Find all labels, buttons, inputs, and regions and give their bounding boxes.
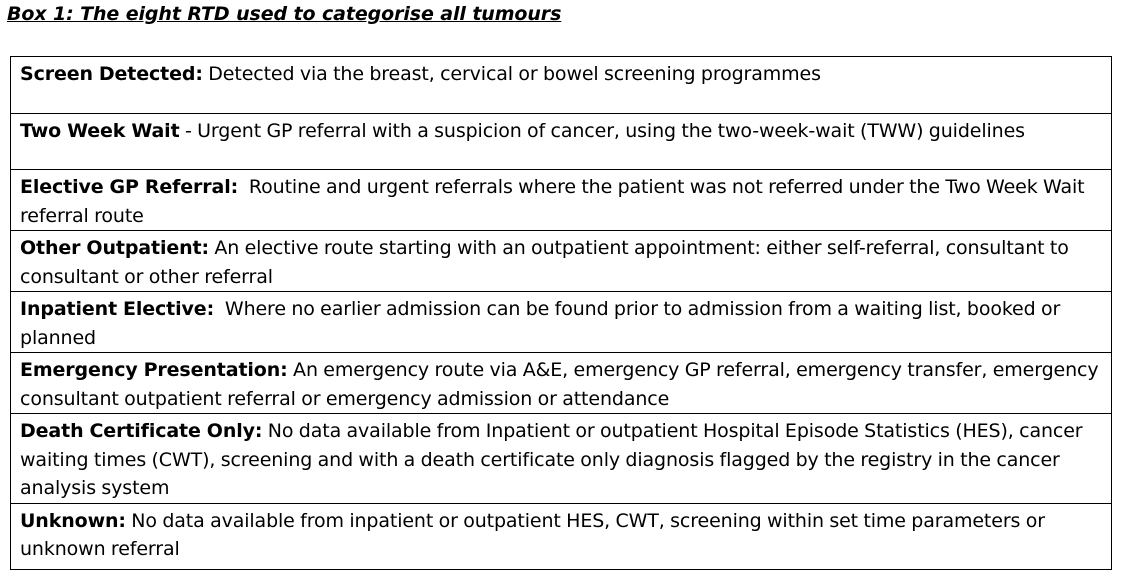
- table-row: [11, 503, 1112, 569]
- table-cell: [11, 231, 1112, 292]
- route-description: Detected via the breast, cervical or bowel screening programmes: [202, 63, 821, 85]
- table-row: [11, 292, 1112, 353]
- route-description: No data available from Inpatient or outpatient Hospital Episode Statistics (HES), cancer waiting times (CWT), screening and with a death certificate only diagnosis flagged by the registry in the cancer analysis system: [20, 420, 1083, 499]
- route-description: - Urgent GP referral with a suspicion of cancer, using the two-week-wait (TWW) guidelines: [179, 120, 1025, 142]
- table-cell: [11, 414, 1112, 504]
- route-term: Two Week Wait: [20, 120, 180, 142]
- table-row: [11, 414, 1112, 504]
- table-row: [11, 57, 1112, 114]
- table-row: [11, 231, 1112, 292]
- route-description: No data available from inpatient or outpatient HES, CWT, screening within set time parameters or unknown referral: [20, 509, 1045, 560]
- table-cell: [11, 57, 1112, 114]
- route-term: Death Certificate Only:: [20, 420, 263, 442]
- route-description: Routine and urgent referrals where the patient was not referred under the Two Week Wait referral route: [20, 176, 1090, 227]
- table-row: [11, 114, 1112, 170]
- table-cell: [11, 292, 1112, 353]
- route-term: Emergency Presentation:: [20, 359, 288, 381]
- table-row: [11, 353, 1112, 414]
- table-cell: [11, 114, 1112, 170]
- route-term: Unknown:: [20, 509, 126, 532]
- route-description: An emergency route via A&E, emergency GP referral, emergency transfer, emergency consultant outpatient referral or emergency admission or attendance: [20, 359, 1099, 410]
- table-cell: [11, 353, 1112, 414]
- route-term: Screen Detected:: [20, 63, 203, 85]
- rtd-table: [10, 56, 1112, 570]
- table-row: [11, 170, 1112, 231]
- route-term: Elective GP Referral:: [20, 176, 239, 198]
- route-description: An elective route starting with an outpatient appointment: either self-referral, consultant to consultant or other referral: [20, 237, 1069, 288]
- box-title: Box 1: The eight RTD used to categorise all tumours: [7, 3, 562, 25]
- route-term: Inpatient Elective:: [20, 298, 215, 320]
- table-cell: [11, 503, 1112, 569]
- table-cell: [11, 170, 1112, 231]
- route-term: Other Outpatient:: [20, 237, 209, 259]
- route-description: Where no earlier admission can be found prior to admission from a waiting list, booked or planned: [20, 298, 1066, 349]
